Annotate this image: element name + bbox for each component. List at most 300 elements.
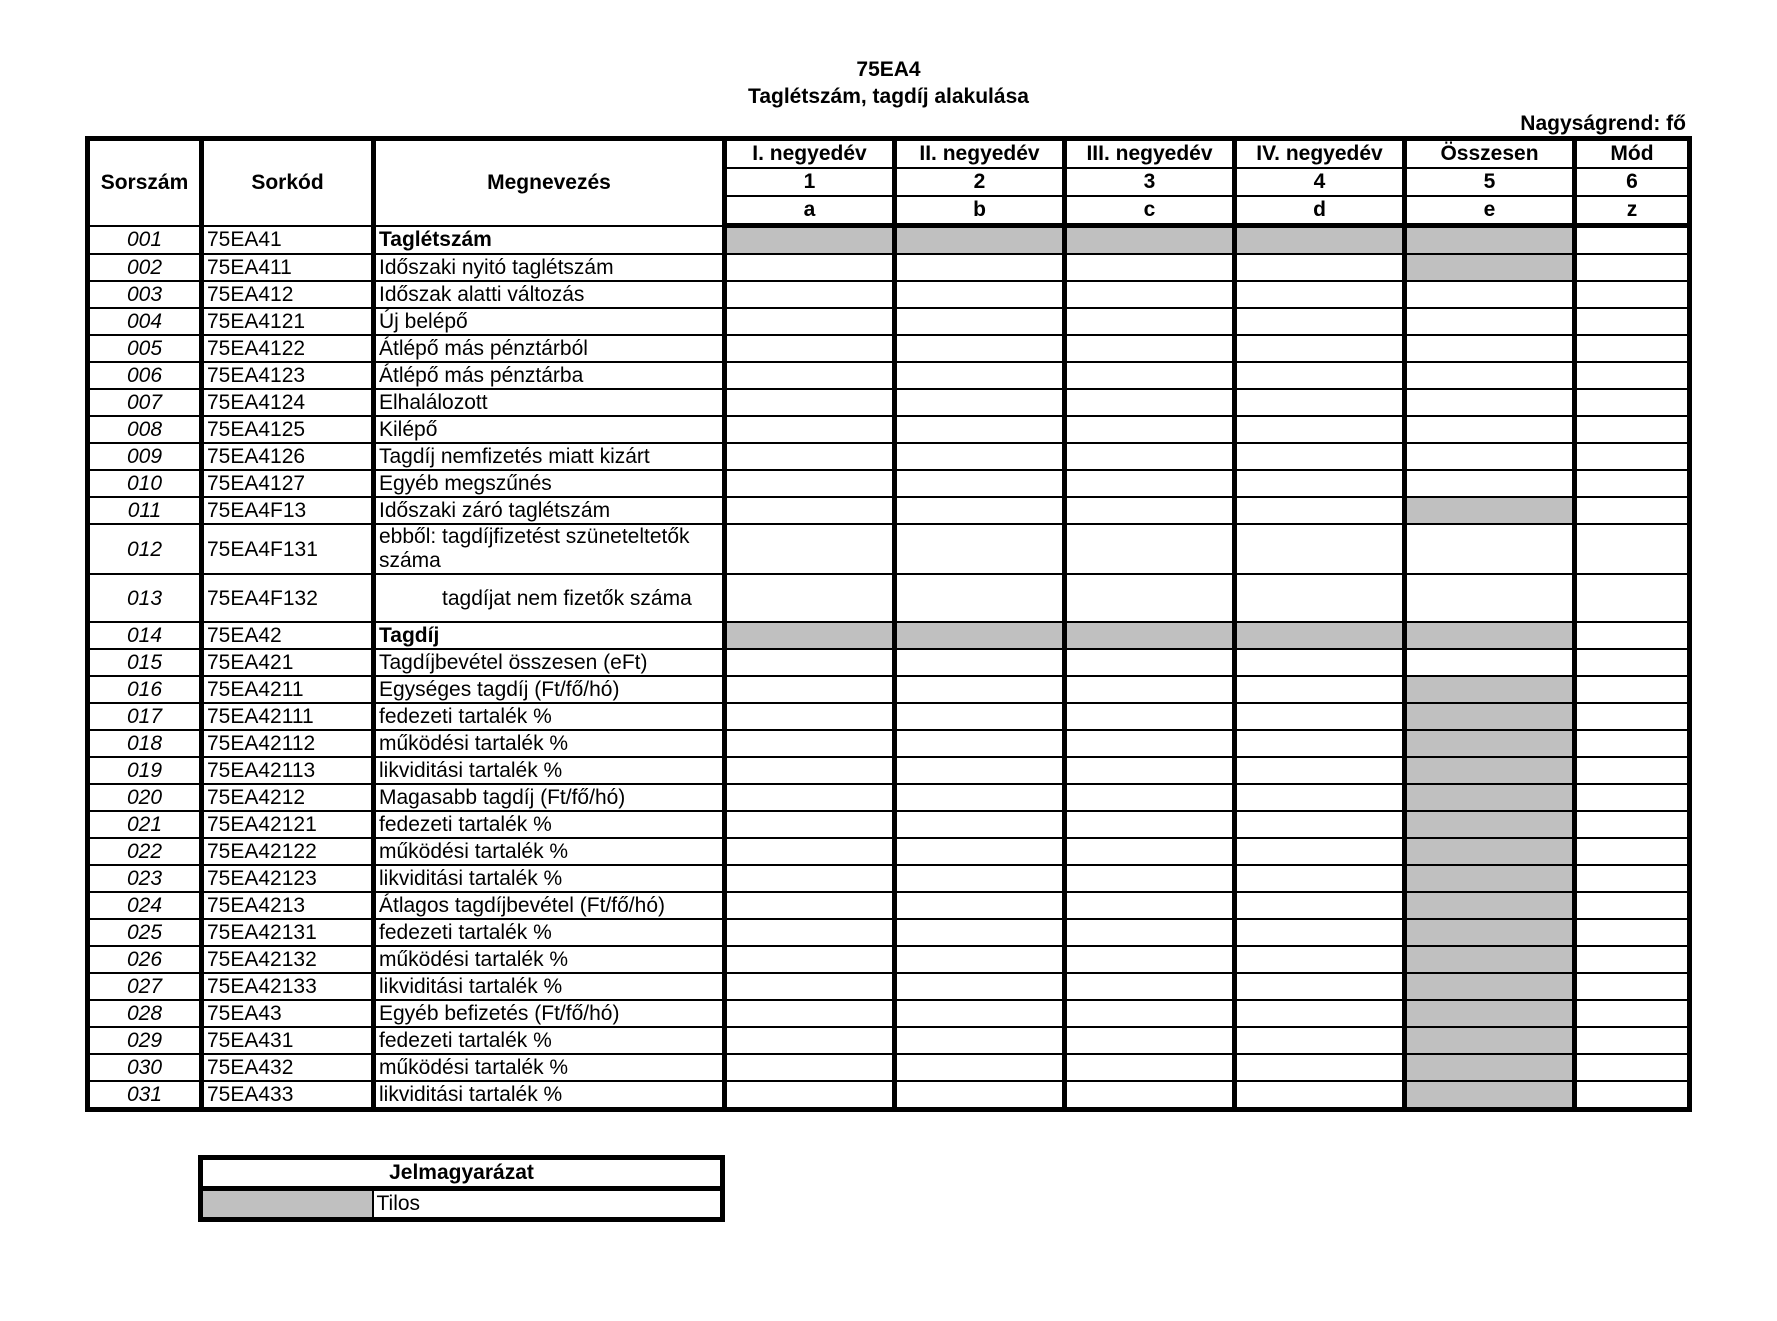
data-cell[interactable]	[725, 335, 895, 362]
data-cell[interactable]	[1575, 757, 1690, 784]
data-cell[interactable]	[895, 757, 1065, 784]
data-cell[interactable]	[895, 416, 1065, 443]
table-row	[88, 676, 1690, 703]
data-cell[interactable]	[895, 335, 1065, 362]
data-cell[interactable]	[895, 254, 1065, 281]
data-cell[interactable]	[895, 574, 1065, 622]
data-cell[interactable]	[725, 416, 895, 443]
data-cell[interactable]	[1065, 308, 1235, 335]
data-cell[interactable]	[1575, 362, 1690, 389]
header-sorszam: Sorszám	[88, 139, 202, 226]
row-code: 75EA42	[202, 622, 374, 649]
row-name: Időszaki záró taglétszám	[374, 497, 725, 524]
data-cell[interactable]	[895, 973, 1065, 1000]
row-name: likviditási tartalék %	[374, 865, 725, 892]
row-number: 021	[88, 811, 202, 838]
data-cell[interactable]	[725, 470, 895, 497]
data-cell[interactable]	[1575, 1027, 1690, 1054]
row-name: Átlépő más pénztárból	[374, 335, 725, 362]
forbidden-cell	[725, 226, 895, 255]
row-number: 012	[88, 524, 202, 574]
table-row	[88, 811, 1690, 838]
table-row	[88, 416, 1690, 443]
data-cell[interactable]	[725, 254, 895, 281]
data-cell[interactable]	[1065, 811, 1235, 838]
data-cell[interactable]	[895, 1027, 1065, 1054]
data-cell[interactable]	[1575, 865, 1690, 892]
data-cell[interactable]	[1065, 1027, 1235, 1054]
data-cell[interactable]	[1235, 649, 1405, 676]
row-number: 002	[88, 254, 202, 281]
row-name: működési tartalék %	[374, 730, 725, 757]
data-cell[interactable]	[1235, 784, 1405, 811]
row-code: 75EA411	[202, 254, 374, 281]
header-col-number: 2	[895, 168, 1065, 196]
data-cell[interactable]	[725, 497, 895, 524]
data-cell[interactable]	[1575, 649, 1690, 676]
row-number: 024	[88, 892, 202, 919]
table-row	[88, 574, 1690, 622]
forbidden-cell	[1405, 1081, 1575, 1110]
data-cell[interactable]	[1575, 622, 1690, 649]
forbidden-cell	[1405, 1027, 1575, 1054]
data-cell[interactable]	[895, 892, 1065, 919]
forbidden-cell	[725, 622, 895, 649]
header-col-letter: d	[1235, 196, 1405, 226]
row-code: 75EA4127	[202, 470, 374, 497]
row-code: 75EA42122	[202, 838, 374, 865]
data-cell[interactable]	[1575, 470, 1690, 497]
header-megnevezes: Megnevezés	[374, 139, 725, 226]
legend-swatch	[201, 1189, 373, 1220]
table-row	[88, 362, 1690, 389]
data-cell[interactable]	[1065, 649, 1235, 676]
data-cell[interactable]	[895, 649, 1065, 676]
data-cell[interactable]	[1575, 973, 1690, 1000]
data-cell[interactable]	[1575, 497, 1690, 524]
forbidden-cell	[1405, 703, 1575, 730]
row-name: Tagdíj nemfizetés miatt kizárt	[374, 443, 725, 470]
data-cell[interactable]	[1235, 838, 1405, 865]
row-name: fedezeti tartalék %	[374, 703, 725, 730]
data-cell[interactable]	[1065, 524, 1235, 574]
row-number: 005	[88, 335, 202, 362]
row-number: 022	[88, 838, 202, 865]
data-cell[interactable]	[1065, 281, 1235, 308]
data-cell[interactable]	[895, 497, 1065, 524]
data-cell[interactable]	[1065, 676, 1235, 703]
data-cell[interactable]	[895, 919, 1065, 946]
data-cell[interactable]	[1575, 254, 1690, 281]
data-cell[interactable]	[1235, 416, 1405, 443]
data-cell[interactable]	[895, 1000, 1065, 1027]
data-cell[interactable]	[725, 1000, 895, 1027]
data-cell[interactable]	[1575, 416, 1690, 443]
data-cell[interactable]	[1065, 497, 1235, 524]
data-cell[interactable]	[725, 919, 895, 946]
data-cell[interactable]	[895, 308, 1065, 335]
row-name: likviditási tartalék %	[374, 757, 725, 784]
data-cell[interactable]	[1575, 226, 1690, 255]
table-row	[88, 497, 1690, 524]
data-cell[interactable]	[1235, 730, 1405, 757]
data-cell[interactable]	[895, 524, 1065, 574]
row-code: 75EA42132	[202, 946, 374, 973]
header-col-letter: a	[725, 196, 895, 226]
table-row	[88, 784, 1690, 811]
row-name: Elhalálozott	[374, 389, 725, 416]
data-cell[interactable]	[1235, 811, 1405, 838]
row-name: likviditási tartalék %	[374, 973, 725, 1000]
data-cell[interactable]	[1575, 703, 1690, 730]
data-cell[interactable]	[1405, 335, 1575, 362]
row-name: fedezeti tartalék %	[374, 919, 725, 946]
data-cell[interactable]	[1065, 470, 1235, 497]
row-code: 75EA4126	[202, 443, 374, 470]
forbidden-cell	[1405, 1000, 1575, 1027]
data-cell[interactable]	[725, 524, 895, 574]
forbidden-cell	[1065, 226, 1235, 255]
row-number: 009	[88, 443, 202, 470]
data-cell[interactable]	[1235, 865, 1405, 892]
forbidden-cell	[1405, 865, 1575, 892]
data-cell[interactable]	[1235, 389, 1405, 416]
row-code: 75EA41	[202, 226, 374, 255]
row-name: fedezeti tartalék %	[374, 811, 725, 838]
forbidden-cell	[1405, 919, 1575, 946]
row-number: 028	[88, 1000, 202, 1027]
data-cell[interactable]	[895, 470, 1065, 497]
legend-title: Jelmagyarázat	[201, 1158, 723, 1189]
row-number: 001	[88, 226, 202, 255]
row-name: Átlagos tagdíjbevétel (Ft/fő/hó)	[374, 892, 725, 919]
table-row	[88, 524, 1690, 574]
data-cell[interactable]	[1575, 730, 1690, 757]
row-code: 75EA42113	[202, 757, 374, 784]
data-cell[interactable]	[1065, 254, 1235, 281]
data-cell[interactable]	[1575, 308, 1690, 335]
forbidden-cell	[1405, 226, 1575, 255]
data-cell[interactable]	[1575, 919, 1690, 946]
row-code: 75EA42112	[202, 730, 374, 757]
data-cell[interactable]	[1235, 443, 1405, 470]
data-cell[interactable]	[725, 676, 895, 703]
header-col-letter: e	[1405, 196, 1575, 226]
data-cell[interactable]	[1405, 524, 1575, 574]
forbidden-cell	[1405, 838, 1575, 865]
data-cell[interactable]	[895, 443, 1065, 470]
data-cell[interactable]	[1405, 470, 1575, 497]
row-code: 75EA42121	[202, 811, 374, 838]
data-cell[interactable]	[1235, 703, 1405, 730]
data-cell[interactable]	[895, 730, 1065, 757]
data-cell[interactable]	[1405, 362, 1575, 389]
data-cell[interactable]	[1575, 892, 1690, 919]
data-cell[interactable]	[1235, 946, 1405, 973]
data-cell[interactable]	[1235, 1054, 1405, 1081]
data-cell[interactable]	[725, 1027, 895, 1054]
data-cell[interactable]	[895, 281, 1065, 308]
data-cell[interactable]	[725, 574, 895, 622]
data-cell[interactable]	[1575, 676, 1690, 703]
table-row	[88, 838, 1690, 865]
data-cell[interactable]	[725, 1054, 895, 1081]
table-row	[88, 649, 1690, 676]
forbidden-cell	[1405, 254, 1575, 281]
row-number: 013	[88, 574, 202, 622]
table-row	[88, 946, 1690, 973]
header-col-letter: c	[1065, 196, 1235, 226]
data-cell[interactable]	[1235, 281, 1405, 308]
data-cell[interactable]	[725, 973, 895, 1000]
data-cell[interactable]	[1065, 362, 1235, 389]
row-number: 006	[88, 362, 202, 389]
data-cell[interactable]	[725, 892, 895, 919]
data-cell[interactable]	[895, 811, 1065, 838]
table-row	[88, 1081, 1690, 1110]
row-code: 75EA4124	[202, 389, 374, 416]
data-cell[interactable]	[725, 811, 895, 838]
form-code: 75EA4	[856, 58, 921, 81]
row-name: tagdíjat nem fizetők száma	[374, 574, 725, 622]
data-cell[interactable]	[1065, 946, 1235, 973]
data-cell[interactable]	[1575, 443, 1690, 470]
forbidden-cell	[895, 622, 1065, 649]
data-cell[interactable]	[1065, 730, 1235, 757]
data-cell[interactable]	[1575, 1000, 1690, 1027]
data-cell[interactable]	[725, 865, 895, 892]
legend-label: Tilos	[373, 1189, 723, 1220]
data-cell[interactable]	[1575, 389, 1690, 416]
data-cell[interactable]	[725, 784, 895, 811]
data-cell[interactable]	[1575, 281, 1690, 308]
data-cell[interactable]	[1575, 524, 1690, 574]
data-cell[interactable]	[1065, 1081, 1235, 1110]
data-cell[interactable]	[1235, 892, 1405, 919]
data-cell[interactable]	[725, 757, 895, 784]
header-col-label: Mód	[1575, 139, 1690, 169]
row-name: Kilépő	[374, 416, 725, 443]
row-name: ebből: tagdíjfizetést szüneteltetők száma	[374, 524, 725, 574]
data-cell[interactable]	[895, 1054, 1065, 1081]
forbidden-cell	[1405, 946, 1575, 973]
data-cell[interactable]	[1065, 973, 1235, 1000]
data-cell[interactable]	[895, 784, 1065, 811]
row-number: 014	[88, 622, 202, 649]
form-title: Taglétszám, tagdíj alakulása	[748, 85, 1029, 108]
row-number: 018	[88, 730, 202, 757]
data-cell[interactable]	[1235, 1081, 1405, 1110]
data-cell[interactable]	[895, 865, 1065, 892]
row-name: Időszak alatti változás	[374, 281, 725, 308]
row-number: 015	[88, 649, 202, 676]
data-cell[interactable]	[1065, 1054, 1235, 1081]
row-code: 75EA421	[202, 649, 374, 676]
row-code: 75EA43	[202, 1000, 374, 1027]
data-cell[interactable]	[1575, 1081, 1690, 1110]
data-cell[interactable]	[1575, 1054, 1690, 1081]
row-name: Tagdíjbevétel összesen (eFt)	[374, 649, 725, 676]
data-cell[interactable]	[1575, 811, 1690, 838]
table-row	[88, 973, 1690, 1000]
data-cell[interactable]	[1235, 308, 1405, 335]
row-code: 75EA42123	[202, 865, 374, 892]
header-col-number: 4	[1235, 168, 1405, 196]
data-cell[interactable]	[1065, 335, 1235, 362]
table-row	[88, 470, 1690, 497]
forbidden-cell	[1405, 973, 1575, 1000]
row-number: 004	[88, 308, 202, 335]
header-col-number: 1	[725, 168, 895, 196]
row-code: 75EA4F132	[202, 574, 374, 622]
data-cell[interactable]	[725, 281, 895, 308]
header-col-letter: z	[1575, 196, 1690, 226]
data-cell[interactable]	[895, 703, 1065, 730]
header-col-label: IV. negyedév	[1235, 139, 1405, 169]
data-cell[interactable]	[725, 308, 895, 335]
data-cell[interactable]	[1065, 416, 1235, 443]
forbidden-cell	[1405, 784, 1575, 811]
row-code: 75EA4212	[202, 784, 374, 811]
row-code: 75EA4121	[202, 308, 374, 335]
data-cell[interactable]	[895, 946, 1065, 973]
data-cell[interactable]	[725, 649, 895, 676]
data-cell[interactable]	[725, 389, 895, 416]
data-cell[interactable]	[895, 1081, 1065, 1110]
data-cell[interactable]	[1065, 784, 1235, 811]
data-cell[interactable]	[1235, 676, 1405, 703]
row-number: 008	[88, 416, 202, 443]
forbidden-cell	[1235, 226, 1405, 255]
row-code: 75EA433	[202, 1081, 374, 1110]
row-number: 025	[88, 919, 202, 946]
table-row	[88, 892, 1690, 919]
header-sorkod: Sorkód	[202, 139, 374, 226]
row-name: Átlépő más pénztárba	[374, 362, 725, 389]
data-cell[interactable]	[1235, 574, 1405, 622]
data-cell[interactable]	[1235, 470, 1405, 497]
data-cell[interactable]	[1575, 784, 1690, 811]
data-cell[interactable]	[1235, 1027, 1405, 1054]
row-number: 020	[88, 784, 202, 811]
data-cell[interactable]	[1575, 946, 1690, 973]
data-cell[interactable]	[1405, 281, 1575, 308]
row-number: 029	[88, 1027, 202, 1054]
data-cell[interactable]	[1235, 1000, 1405, 1027]
data-table	[85, 136, 1692, 1112]
data-cell[interactable]	[1405, 649, 1575, 676]
data-cell[interactable]	[1235, 757, 1405, 784]
row-name: Egyéb befizetés (Ft/fő/hó)	[374, 1000, 725, 1027]
data-cell[interactable]	[725, 443, 895, 470]
row-number: 031	[88, 1081, 202, 1110]
data-cell[interactable]	[1235, 362, 1405, 389]
row-number: 019	[88, 757, 202, 784]
table-row	[88, 443, 1690, 470]
forbidden-cell	[1405, 497, 1575, 524]
data-cell[interactable]	[725, 362, 895, 389]
data-cell[interactable]	[725, 730, 895, 757]
data-cell[interactable]	[1065, 703, 1235, 730]
data-cell[interactable]	[895, 676, 1065, 703]
data-cell[interactable]	[1065, 838, 1235, 865]
data-cell[interactable]	[1235, 335, 1405, 362]
data-cell[interactable]	[1065, 1000, 1235, 1027]
row-number: 010	[88, 470, 202, 497]
row-name: Egyéb megszűnés	[374, 470, 725, 497]
row-code: 75EA4211	[202, 676, 374, 703]
table-row	[88, 622, 1690, 649]
data-cell[interactable]	[725, 838, 895, 865]
row-number: 027	[88, 973, 202, 1000]
table-row	[88, 1054, 1690, 1081]
data-cell[interactable]	[1575, 838, 1690, 865]
data-cell[interactable]	[1065, 389, 1235, 416]
row-code: 75EA412	[202, 281, 374, 308]
data-cell[interactable]	[1065, 574, 1235, 622]
data-cell[interactable]	[1065, 865, 1235, 892]
data-cell[interactable]	[725, 703, 895, 730]
row-code: 75EA4F13	[202, 497, 374, 524]
table-row	[88, 919, 1690, 946]
row-name: működési tartalék %	[374, 1054, 725, 1081]
row-number: 003	[88, 281, 202, 308]
row-number: 026	[88, 946, 202, 973]
data-cell[interactable]	[1065, 919, 1235, 946]
data-cell[interactable]	[725, 1081, 895, 1110]
data-cell[interactable]	[895, 389, 1065, 416]
table-row	[88, 226, 1690, 255]
data-cell[interactable]	[1235, 524, 1405, 574]
data-cell[interactable]	[1235, 973, 1405, 1000]
data-cell[interactable]	[1065, 443, 1235, 470]
data-cell[interactable]	[1575, 574, 1690, 622]
row-number: 011	[88, 497, 202, 524]
data-cell[interactable]	[895, 838, 1065, 865]
data-cell[interactable]	[1405, 574, 1575, 622]
header-col-letter: b	[895, 196, 1065, 226]
forbidden-cell	[895, 226, 1065, 255]
row-code: 75EA432	[202, 1054, 374, 1081]
data-cell[interactable]	[1405, 443, 1575, 470]
data-cell[interactable]	[725, 946, 895, 973]
data-cell[interactable]	[895, 362, 1065, 389]
table-row	[88, 254, 1690, 281]
row-name: Egységes tagdíj (Ft/fő/hó)	[374, 676, 725, 703]
row-name: működési tartalék %	[374, 838, 725, 865]
data-cell[interactable]	[1405, 308, 1575, 335]
data-cell[interactable]	[1065, 892, 1235, 919]
row-name: Magasabb tagdíj (Ft/fő/hó)	[374, 784, 725, 811]
unit-label: Nagyságrend: fő	[1520, 112, 1686, 135]
data-cell[interactable]	[1405, 416, 1575, 443]
table-row	[88, 389, 1690, 416]
row-name: Tagdíj	[374, 622, 725, 649]
table-row	[88, 1027, 1690, 1054]
data-cell[interactable]	[1575, 335, 1690, 362]
data-cell[interactable]	[1235, 254, 1405, 281]
data-cell[interactable]	[1235, 497, 1405, 524]
table-row	[88, 865, 1690, 892]
data-cell[interactable]	[1065, 757, 1235, 784]
data-cell[interactable]	[1235, 919, 1405, 946]
header-col-number: 5	[1405, 168, 1575, 196]
data-cell[interactable]	[1405, 389, 1575, 416]
row-name: működési tartalék %	[374, 946, 725, 973]
header-col-label: III. negyedév	[1065, 139, 1235, 169]
row-name: Időszaki nyitó taglétszám	[374, 254, 725, 281]
header-col-label: II. negyedév	[895, 139, 1065, 169]
